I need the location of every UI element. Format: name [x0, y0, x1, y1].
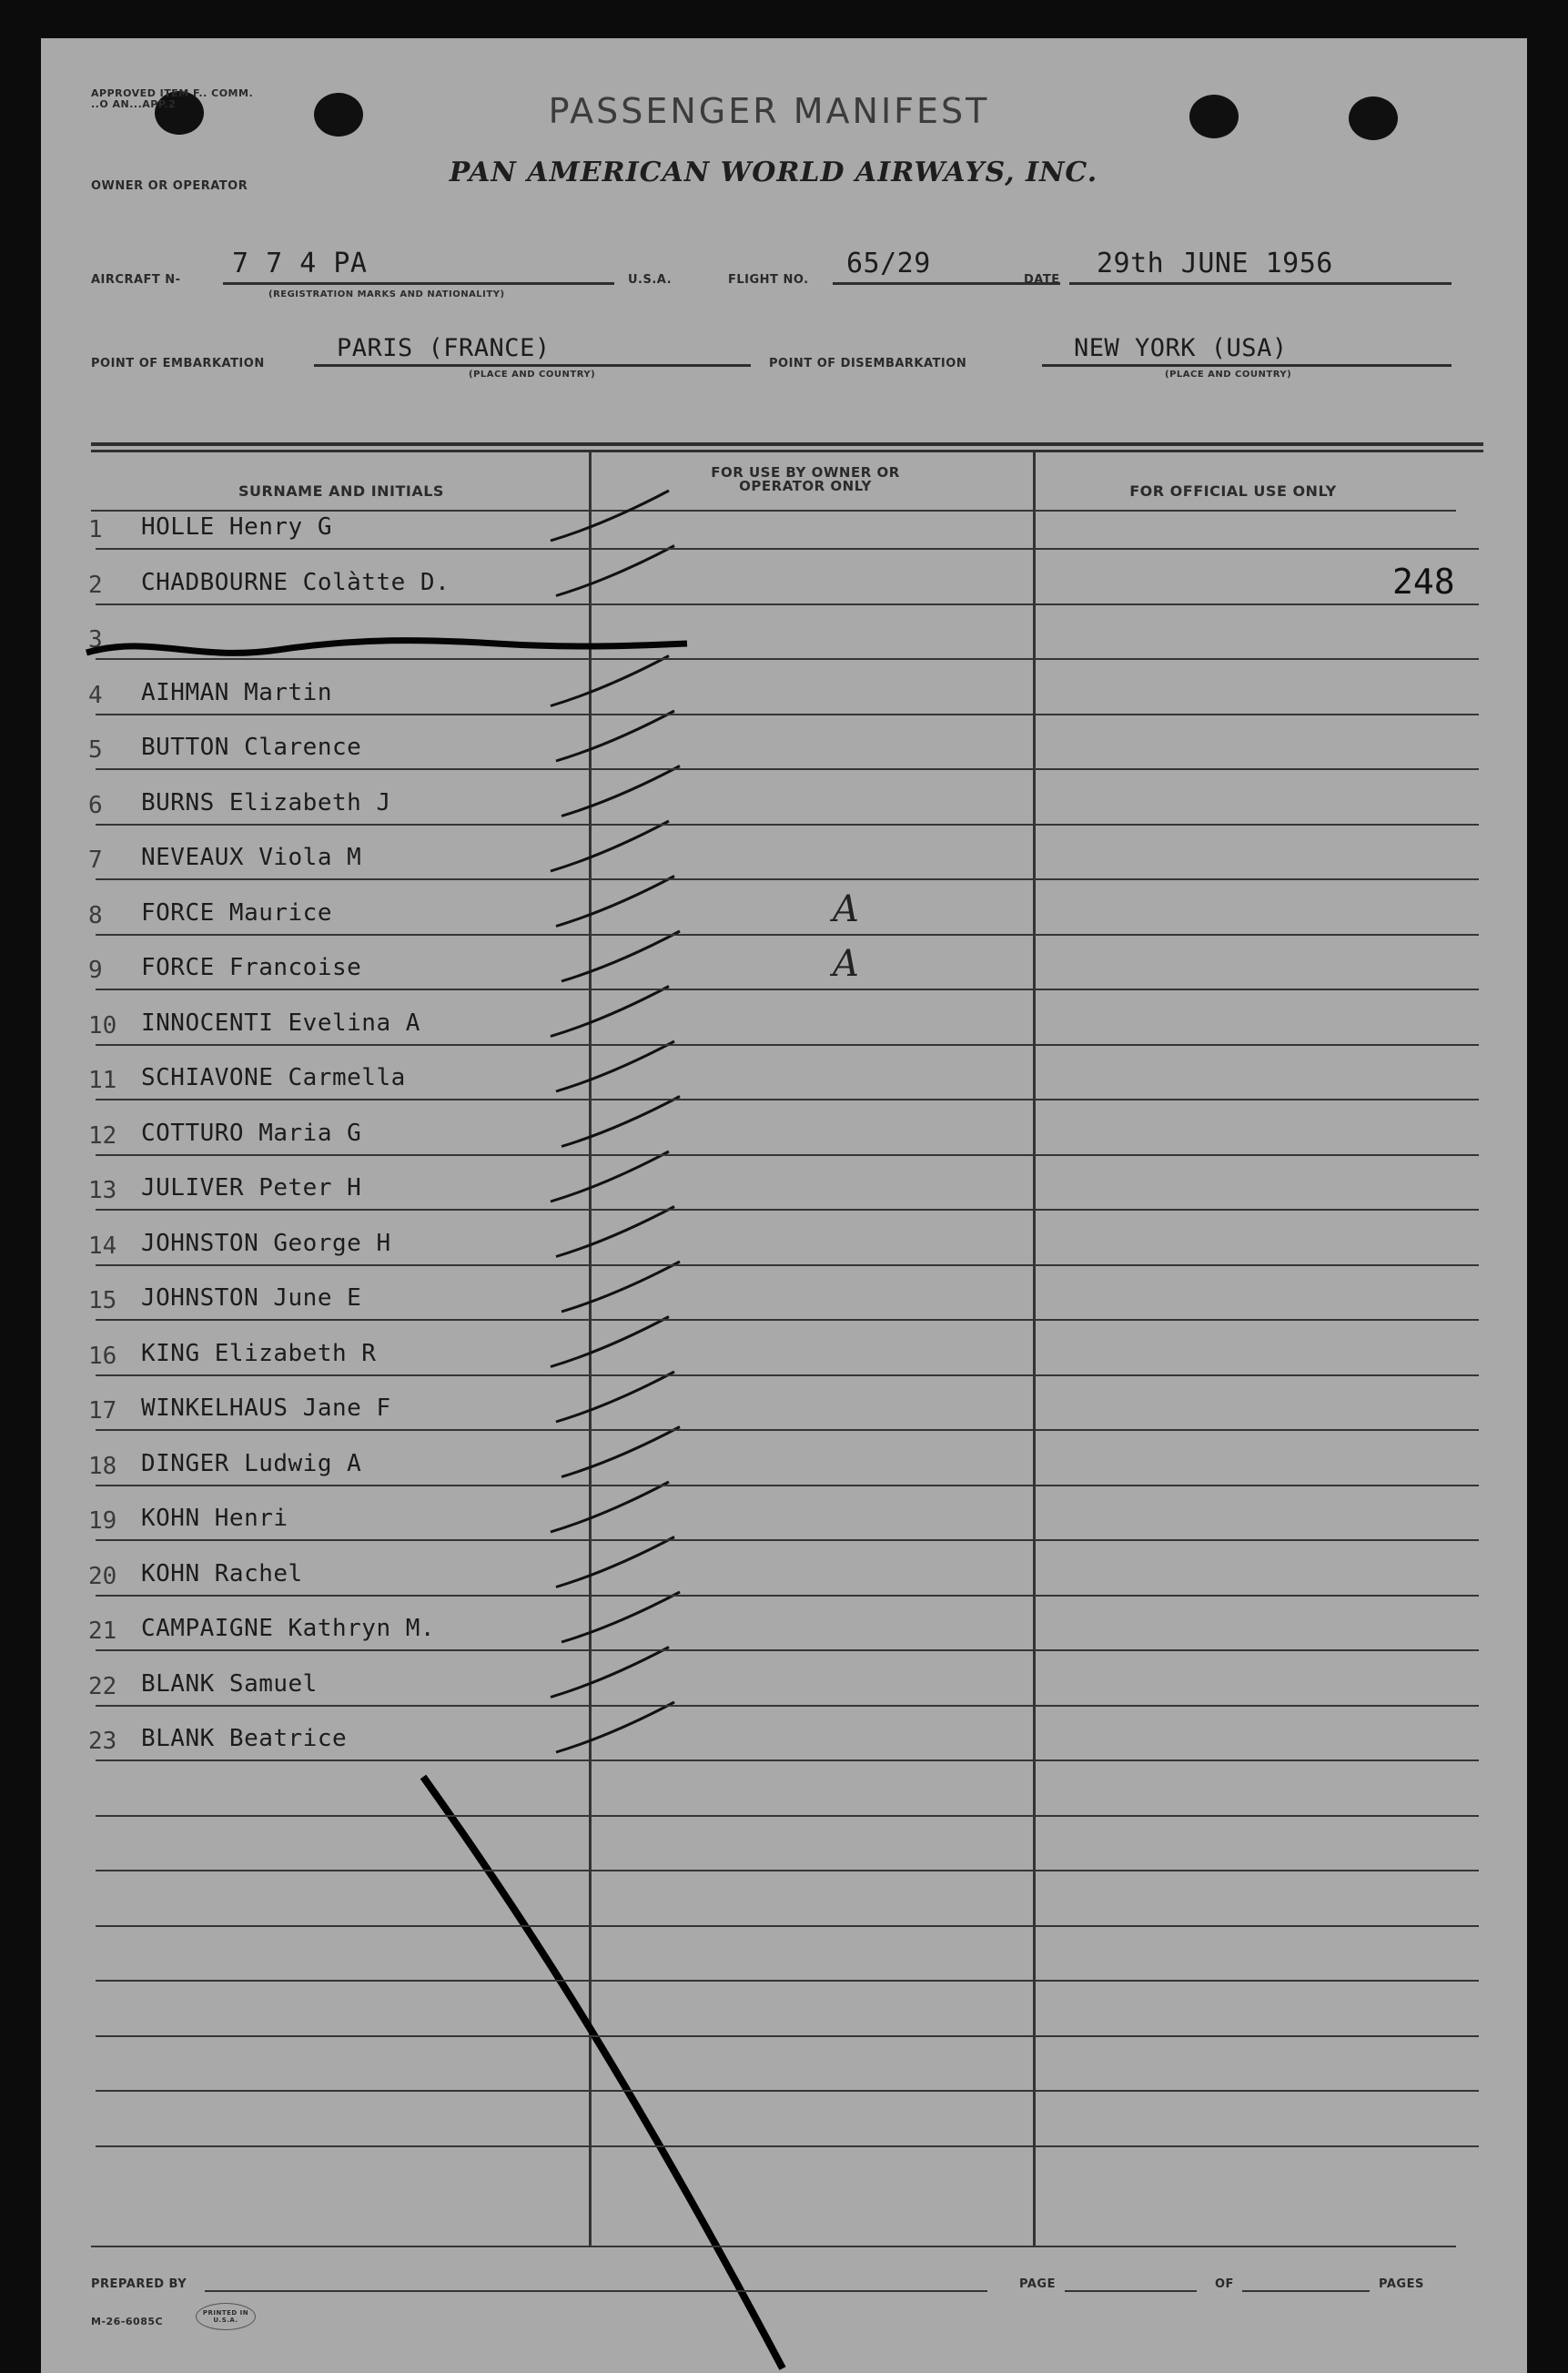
check-mark [556, 1207, 674, 1257]
prepared-by-label: PREPARED BY [91, 2277, 187, 2291]
check-mark [551, 987, 669, 1037]
page-line [1065, 2290, 1197, 2292]
row-rule [96, 1264, 1479, 1266]
row-rule [96, 2145, 1479, 2147]
disembark-value: NEW YORK (USA) [1074, 334, 1288, 362]
check-mark [551, 1151, 669, 1202]
owner-label: OWNER OR OPERATOR [91, 179, 248, 193]
row-number: 6 [88, 791, 103, 819]
row-rule [96, 768, 1479, 770]
form-number: M-26-6085C [91, 2316, 164, 2327]
manifest-sheet [41, 38, 1527, 2373]
date-value: 29th JUNE 1956 [1097, 248, 1333, 279]
row-rule [96, 989, 1479, 990]
passenger-name: JOHNSTON June E [141, 1284, 362, 1312]
check-mark [561, 1592, 680, 1642]
passenger-name: NEVEAUX Viola M [141, 844, 362, 871]
row-number: 5 [88, 736, 103, 764]
row-rule [96, 603, 1479, 605]
row-rule [96, 878, 1479, 880]
embark-caption: (PLACE AND COUNTRY) [469, 370, 596, 380]
pages-label: PAGES [1379, 2277, 1424, 2291]
owner-mark: A [833, 943, 859, 985]
check-mark [551, 1482, 669, 1532]
passenger-name: WINKELHAUS Jane F [141, 1394, 391, 1422]
passenger-name: HOLLE Henry G [141, 513, 332, 541]
row-number: 1 [88, 516, 103, 543]
passenger-name: BLANK Beatrice [141, 1725, 348, 1752]
prepared-by-line [205, 2290, 987, 2292]
disembark-label: POINT OF DISEMBARKATION [769, 357, 967, 370]
passenger-name: KING Elizabeth R [141, 1339, 377, 1367]
check-mark [551, 656, 669, 706]
footer-rule [91, 2246, 1456, 2247]
row-number: 12 [88, 1121, 117, 1150]
row-rule [96, 1485, 1479, 1486]
row-number: 23 [88, 1728, 117, 1755]
passenger-name: CAMPAIGNE Kathryn M. [141, 1615, 436, 1642]
embark-value: PARIS (FRANCE) [337, 334, 551, 362]
passenger-name: DINGER Ludwig A [141, 1449, 362, 1477]
row-rule [96, 934, 1479, 936]
country-label: U.S.A. [628, 273, 673, 287]
passenger-name: BURNS Elizabeth J [141, 788, 391, 816]
passenger-name: COTTURO Maria G [141, 1119, 362, 1147]
check-mark [561, 1097, 680, 1147]
check-mark [561, 1262, 680, 1312]
row-number: 14 [88, 1232, 117, 1260]
row-number: 2 [88, 571, 103, 599]
flight-value: 65/29 [846, 248, 931, 279]
check-mark [556, 1702, 674, 1752]
check-mark [561, 1427, 680, 1477]
row-number: 16 [88, 1342, 117, 1370]
check-mark [556, 1372, 674, 1422]
row-rule [96, 2090, 1479, 2092]
check-mark [551, 1648, 669, 1698]
check-mark [561, 766, 680, 816]
row-rule [96, 1099, 1479, 1100]
passenger-name: SCHIAVONE Carmella [141, 1064, 406, 1091]
passenger-name: KOHN Rachel [141, 1559, 303, 1587]
flight-label: FLIGHT NO. [728, 273, 809, 287]
row-number: 21 [88, 1617, 117, 1645]
passenger-name: INNOCENTI Evelina A [141, 1009, 420, 1037]
aircraft-value: 7 7 4 PA [232, 248, 368, 279]
row-rule [96, 1374, 1479, 1376]
passenger-name: BUTTON Clarence [141, 734, 362, 761]
row-rule [96, 1925, 1479, 1927]
passenger-name: FORCE Maurice [141, 898, 332, 927]
row-number: 18 [88, 1452, 117, 1480]
approval-note: APPROVED ITEM F.. COMM. ..O AN...APP.2 [91, 87, 254, 110]
passenger-name: KOHN Henri [141, 1505, 288, 1532]
disembark-caption: (PLACE AND COUNTRY) [1165, 370, 1292, 380]
row-number: 15 [88, 1287, 117, 1314]
row-number: 11 [88, 1067, 117, 1094]
row-rule [96, 2035, 1479, 2037]
check-mark [551, 1317, 669, 1367]
page-label: PAGE [1019, 2277, 1056, 2291]
row-rule [96, 1649, 1479, 1651]
of-line [1242, 2290, 1370, 2292]
row-number: 20 [88, 1562, 117, 1590]
row-rule [96, 1209, 1479, 1211]
check-mark [556, 711, 674, 761]
passenger-name: FORCE Francoise [141, 954, 362, 981]
handwritten-marks [41, 38, 1527, 2373]
row-rule [96, 714, 1479, 715]
check-mark [556, 1537, 674, 1587]
row-number: 10 [88, 1011, 117, 1039]
check-mark [556, 1041, 674, 1091]
row-rule [96, 1980, 1479, 1982]
passenger-name: AIHMAN Martin [141, 678, 332, 706]
row-number: 3 [88, 626, 103, 654]
column-header-owner: FOR USE BY OWNER OR OPERATOR ONLY [711, 464, 900, 494]
row-rule [96, 658, 1479, 660]
row-number: 17 [88, 1397, 117, 1425]
row-number: 8 [88, 901, 103, 929]
row-number: 7 [88, 847, 103, 874]
row-number: 9 [88, 957, 103, 984]
row-number: 4 [88, 681, 103, 709]
check-mark [556, 877, 674, 927]
passenger-name: CHADBOURNE Colàtte D. [141, 568, 450, 596]
row-rule [96, 1705, 1479, 1707]
check-mark [551, 821, 669, 871]
row-rule [96, 824, 1479, 826]
column-header-name: SURNAME AND INITIALS [238, 482, 444, 500]
aircraft-label: AIRCRAFT N- [91, 273, 181, 287]
of-label: OF [1215, 2277, 1234, 2291]
passenger-name: BLANK Samuel [141, 1669, 318, 1698]
cancel-stroke [423, 1777, 783, 2368]
row-rule [96, 548, 1479, 550]
page-title: PASSENGER MANIFEST [548, 91, 990, 131]
company-name: PAN AMERICAN WORLD AIRWAYS, INC. [449, 157, 1098, 188]
print-stamp: PRINTED IN U.S.A. [196, 2303, 256, 2330]
row-rule [96, 1044, 1479, 1046]
aircraft-caption: (REGISTRATION MARKS AND NATIONALITY) [268, 289, 505, 299]
row-rule [96, 1595, 1479, 1597]
row-rule [96, 1815, 1479, 1817]
row-number: 19 [88, 1507, 117, 1535]
row-rule [96, 1870, 1479, 1871]
date-label: DATE [1024, 273, 1060, 287]
row-number: 13 [88, 1177, 117, 1204]
row-rule [96, 1319, 1479, 1321]
sheet-number: 248 [1392, 562, 1455, 602]
strike-line [86, 641, 687, 654]
row-rule [96, 1539, 1479, 1541]
row-number: 22 [88, 1672, 117, 1700]
check-mark [561, 931, 680, 981]
row-rule [96, 1154, 1479, 1156]
row-rule [96, 1429, 1479, 1431]
passenger-name: JULIVER Peter H [141, 1174, 362, 1202]
check-mark [551, 491, 669, 541]
column-header-official: FOR OFFICIAL USE ONLY [1129, 482, 1337, 500]
check-mark [556, 546, 674, 596]
row-rule [96, 1759, 1479, 1761]
owner-mark: A [833, 887, 859, 930]
embark-label: POINT OF EMBARKATION [91, 357, 265, 370]
passenger-name: JOHNSTON George H [141, 1229, 391, 1257]
